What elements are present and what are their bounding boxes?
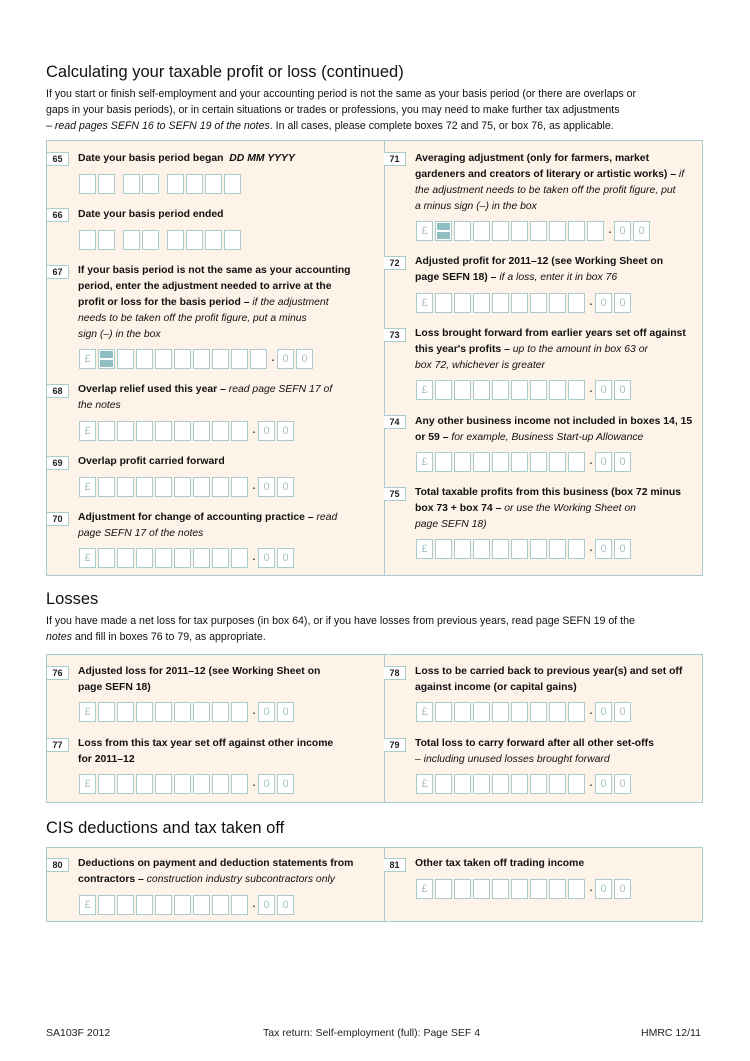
pound-sign: £ xyxy=(79,774,96,794)
column-divider xyxy=(384,141,385,575)
date-digit-cell xyxy=(123,230,140,250)
box-67-amount-input[interactable] xyxy=(79,348,315,370)
digit-cell xyxy=(98,774,115,794)
box-number-66: 66 xyxy=(47,208,69,222)
pound-sign: £ xyxy=(416,293,433,313)
digit-cell xyxy=(117,774,134,794)
digit-cell xyxy=(212,477,229,497)
pence-cell: 0 xyxy=(595,380,612,400)
box-65-label: Date your basis period began DD MM YYYY xyxy=(78,153,295,164)
digit-cell xyxy=(568,293,585,313)
digit-cell xyxy=(549,702,566,722)
digit-cell xyxy=(98,702,115,722)
digit-cell xyxy=(231,421,248,441)
digit-cell xyxy=(193,702,210,722)
digit-cell xyxy=(98,477,115,497)
digit-cell xyxy=(568,879,585,899)
pence-cell: 0 xyxy=(277,774,294,794)
box-74-label: Any other business income not included in boxes 14, 15 or 59 – for example, Business Start-up Allowance xyxy=(415,416,693,443)
digit-cell xyxy=(174,895,191,915)
box-number-79: 79 xyxy=(384,738,406,752)
box-76-label: Adjusted loss for 2011–12 (see Working Sheet on page SEFN 18) xyxy=(78,666,321,693)
digit-cell xyxy=(193,349,210,369)
decimal-point: · xyxy=(270,351,276,367)
losses-intro: If you have made a net loss for tax purposes (in box 64), or if you have losses from previous years, read page SEFN 19 of the notes and fill in boxes 76 to 79, as appropriate. xyxy=(46,615,635,643)
digit-cell xyxy=(136,702,153,722)
pound-sign: £ xyxy=(416,774,433,794)
pound-sign: £ xyxy=(416,702,433,722)
box-79-amount-input[interactable] xyxy=(416,773,633,795)
digit-cell xyxy=(473,539,490,559)
digit-cell xyxy=(568,539,585,559)
date-digit-cell xyxy=(142,174,159,194)
digit-cell xyxy=(117,548,134,568)
digit-cell xyxy=(473,380,490,400)
digit-cell xyxy=(435,293,452,313)
decimal-point: · xyxy=(251,776,257,792)
digit-cell xyxy=(155,349,172,369)
digit-cell xyxy=(117,349,134,369)
decimal-point: · xyxy=(588,704,594,720)
pound-sign: £ xyxy=(416,380,433,400)
digit-cell xyxy=(530,702,547,722)
digit-cell xyxy=(155,774,172,794)
digit-cell xyxy=(549,452,566,472)
digit-cell xyxy=(549,293,566,313)
digit-cell xyxy=(435,380,452,400)
panel-cis xyxy=(46,847,703,922)
pence-cell: 0 xyxy=(296,349,313,369)
footer-form-code: SA103F 2012 xyxy=(46,1027,111,1039)
pence-cell: 0 xyxy=(614,380,631,400)
box-79-label: Total loss to carry forward after all other set-offs – including unused losses brought forward xyxy=(415,738,654,765)
box-66-label: Date your basis period ended xyxy=(78,209,224,220)
section-title-cis: CIS deductions and tax taken off xyxy=(46,819,285,837)
box-75-amount-input[interactable] xyxy=(416,538,633,560)
date-digit-cell xyxy=(142,230,159,250)
digit-cell xyxy=(549,221,566,241)
pence-cell: 0 xyxy=(595,539,612,559)
digit-cell xyxy=(492,879,509,899)
pence-cell: 0 xyxy=(595,774,612,794)
digit-cell xyxy=(492,774,509,794)
decimal-point: · xyxy=(588,881,594,897)
minus-sign-cell xyxy=(98,349,115,369)
digit-cell xyxy=(511,293,528,313)
digit-cell xyxy=(231,702,248,722)
digit-cell xyxy=(250,349,267,369)
digit-cell xyxy=(212,421,229,441)
digit-cell xyxy=(435,539,452,559)
date-digit-cell xyxy=(224,174,241,194)
pound-sign: £ xyxy=(79,421,96,441)
box-73-amount-input[interactable] xyxy=(416,379,633,401)
digit-cell xyxy=(492,452,509,472)
pound-sign: £ xyxy=(79,895,96,915)
digit-cell xyxy=(435,452,452,472)
digit-cell xyxy=(155,548,172,568)
digit-cell xyxy=(530,380,547,400)
date-digit-cell xyxy=(79,230,96,250)
date-digit-cell xyxy=(205,230,222,250)
digit-cell xyxy=(174,421,191,441)
pound-sign: £ xyxy=(79,349,96,369)
box-number-77: 77 xyxy=(47,738,69,752)
footer-version: HMRC 12/11 xyxy=(641,1027,701,1039)
date-digit-cell xyxy=(98,230,115,250)
digit-cell xyxy=(117,702,134,722)
pence-cell: 0 xyxy=(258,548,275,568)
digit-cell xyxy=(117,477,134,497)
decimal-point: · xyxy=(588,776,594,792)
pence-cell: 0 xyxy=(614,293,631,313)
box-72-label: Adjusted profit for 2011–12 (see Working Sheet on page SEFN 18) – if a loss, enter it in box 76 xyxy=(415,256,664,283)
box-77-label: Loss from this tax year set off against other income for 2011–12 xyxy=(78,738,334,765)
box-number-78: 78 xyxy=(384,666,406,680)
box-70-amount-input[interactable] xyxy=(79,547,296,569)
pence-cell: 0 xyxy=(277,548,294,568)
digit-cell xyxy=(231,895,248,915)
digit-cell xyxy=(174,349,191,369)
digit-cell xyxy=(511,539,528,559)
decimal-point: · xyxy=(251,423,257,439)
digit-cell xyxy=(231,548,248,568)
decimal-point: · xyxy=(251,704,257,720)
digit-cell xyxy=(136,349,153,369)
pence-cell: 0 xyxy=(277,349,294,369)
box-number-81: 81 xyxy=(384,858,406,872)
pence-cell: 0 xyxy=(595,879,612,899)
digit-cell xyxy=(473,293,490,313)
digit-cell xyxy=(473,774,490,794)
box-number-74: 74 xyxy=(384,415,406,429)
pence-cell: 0 xyxy=(277,421,294,441)
box-81-label: Other tax taken off trading income xyxy=(415,858,585,869)
date-digit-cell xyxy=(186,174,203,194)
date-digit-cell xyxy=(186,230,203,250)
pence-cell: 0 xyxy=(614,539,631,559)
digit-cell xyxy=(473,452,490,472)
digit-cell xyxy=(530,774,547,794)
digit-cell xyxy=(568,380,585,400)
box-76-amount-input[interactable] xyxy=(79,701,296,723)
digit-cell xyxy=(530,452,547,472)
digit-cell xyxy=(435,702,452,722)
pound-sign: £ xyxy=(79,477,96,497)
box-67-label: If your basis period is not the same as your accounting period, enter the adjustment needed to arrive at the profit or loss for the basis period – if the adjustment needs to be taken off the profit figure, put a minus sign (–) in the box xyxy=(78,265,351,340)
pound-sign: £ xyxy=(416,879,433,899)
decimal-point: · xyxy=(251,897,257,913)
digit-cell xyxy=(549,879,566,899)
digit-cell xyxy=(174,702,191,722)
section-title-losses: Losses xyxy=(46,590,99,608)
box-74-amount-input[interactable] xyxy=(416,451,633,473)
box-68-label: Overlap relief used this year – read page SEFN 17 of the notes xyxy=(78,384,333,411)
digit-cell xyxy=(549,774,566,794)
box-number-67: 67 xyxy=(47,265,69,279)
digit-cell xyxy=(174,774,191,794)
box-number-80: 80 xyxy=(47,858,69,872)
pence-cell: 0 xyxy=(258,477,275,497)
digit-cell xyxy=(155,421,172,441)
digit-cell xyxy=(568,702,585,722)
digit-cell xyxy=(98,548,115,568)
pound-sign: £ xyxy=(79,548,96,568)
digit-cell xyxy=(549,380,566,400)
pence-cell: 0 xyxy=(258,421,275,441)
digit-cell xyxy=(136,421,153,441)
box-77-amount-input[interactable] xyxy=(79,773,296,795)
digit-cell xyxy=(511,774,528,794)
box-71-label: Averaging adjustment (only for farmers, market gardeners and creators of literary or artistic works) – if the adjustment needs to be taken off the profit figure, put a minus sign (–) in the box xyxy=(415,153,685,212)
pence-cell: 0 xyxy=(614,879,631,899)
digit-cell xyxy=(136,895,153,915)
box-78-label: Loss to be carried back to previous year(s) and set off against income (or capital gains) xyxy=(415,666,683,693)
pound-sign: £ xyxy=(416,452,433,472)
box-number-69: 69 xyxy=(47,456,69,470)
digit-cell xyxy=(568,221,585,241)
pence-cell: 0 xyxy=(595,293,612,313)
digit-cell xyxy=(136,774,153,794)
box-number-75: 75 xyxy=(384,487,406,501)
digit-cell xyxy=(231,349,248,369)
digit-cell xyxy=(492,293,509,313)
digit-cell xyxy=(549,539,566,559)
pence-cell: 0 xyxy=(258,702,275,722)
pence-cell: 0 xyxy=(277,477,294,497)
box-73-label: Loss brought forward from earlier years set off against this year's profits – up to the amount in box 63 or box 72, whichever is greater xyxy=(415,328,686,371)
pence-cell: 0 xyxy=(614,774,631,794)
box-66-date-input[interactable] xyxy=(79,229,243,251)
footer-page-title: Tax return: Self-employment (full): Page SEF 4 xyxy=(263,1027,481,1039)
digit-cell xyxy=(155,702,172,722)
digit-cell xyxy=(98,421,115,441)
digit-cell xyxy=(454,380,471,400)
box-78-amount-input[interactable] xyxy=(416,701,633,723)
digit-cell xyxy=(473,702,490,722)
box-number-65: 65 xyxy=(47,152,69,166)
digit-cell xyxy=(492,702,509,722)
date-digit-cell xyxy=(79,174,96,194)
decimal-point: · xyxy=(607,223,613,239)
box-number-68: 68 xyxy=(47,384,69,398)
pound-sign: £ xyxy=(416,221,433,241)
pence-cell: 0 xyxy=(258,895,275,915)
digit-cell xyxy=(587,221,604,241)
box-69-amount-input[interactable] xyxy=(79,476,296,498)
box-72-amount-input[interactable] xyxy=(416,292,633,314)
box-number-76: 76 xyxy=(47,666,69,680)
digit-cell xyxy=(174,548,191,568)
box-69-label: Overlap profit carried forward xyxy=(78,456,225,467)
pound-sign: £ xyxy=(79,702,96,722)
decimal-point: · xyxy=(588,295,594,311)
digit-cell xyxy=(511,380,528,400)
digit-cell xyxy=(568,774,585,794)
digit-cell xyxy=(492,380,509,400)
digit-cell xyxy=(136,477,153,497)
digit-cell xyxy=(435,774,452,794)
digit-cell xyxy=(530,879,547,899)
digit-cell xyxy=(511,221,528,241)
digit-cell xyxy=(454,774,471,794)
box-65-date-input[interactable] xyxy=(79,173,243,195)
digit-cell xyxy=(231,774,248,794)
digit-cell xyxy=(530,293,547,313)
digit-cell xyxy=(193,548,210,568)
digit-cell xyxy=(193,477,210,497)
decimal-point: · xyxy=(588,454,594,470)
digit-cell xyxy=(454,452,471,472)
date-digit-cell xyxy=(98,174,115,194)
digit-cell xyxy=(454,879,471,899)
decimal-point: · xyxy=(588,541,594,557)
panel-taxable-profit xyxy=(46,140,703,576)
box-71-amount-input[interactable] xyxy=(416,220,652,242)
date-digit-cell xyxy=(167,174,184,194)
pence-cell: 0 xyxy=(633,221,650,241)
digit-cell xyxy=(212,349,229,369)
date-digit-cell xyxy=(224,230,241,250)
pence-cell: 0 xyxy=(277,702,294,722)
digit-cell xyxy=(98,895,115,915)
section-title-taxable-profit: Calculating your taxable profit or loss (continued) xyxy=(46,63,404,81)
digit-cell xyxy=(473,221,490,241)
digit-cell xyxy=(473,879,490,899)
pence-cell: 0 xyxy=(595,702,612,722)
pound-sign: £ xyxy=(416,539,433,559)
digit-cell xyxy=(193,421,210,441)
digit-cell xyxy=(193,774,210,794)
digit-cell xyxy=(136,548,153,568)
box-68-amount-input[interactable] xyxy=(79,420,296,442)
pence-cell: 0 xyxy=(614,452,631,472)
digit-cell xyxy=(435,879,452,899)
box-75-label: Total taxable profits from this business (box 72 minus box 73 + box 74 – or use the Working Sheet on page SEFN 18) xyxy=(415,487,681,530)
box-number-73: 73 xyxy=(384,328,406,342)
box-80-amount-input[interactable] xyxy=(79,894,296,916)
digit-cell xyxy=(511,702,528,722)
pence-cell: 0 xyxy=(595,452,612,472)
decimal-point: · xyxy=(251,550,257,566)
box-81-amount-input[interactable] xyxy=(416,878,633,900)
decimal-point: · xyxy=(251,479,257,495)
box-number-72: 72 xyxy=(384,256,406,270)
digit-cell xyxy=(492,221,509,241)
digit-cell xyxy=(511,452,528,472)
box-80-label: Deductions on payment and deduction statements from contractors – construction industry subcontractors only xyxy=(78,858,354,885)
box-70-label: Adjustment for change of accounting practice – read page SEFN 17 of the notes xyxy=(78,512,338,539)
panel-losses xyxy=(46,654,703,803)
decimal-point: · xyxy=(588,382,594,398)
digit-cell xyxy=(568,452,585,472)
pence-cell: 0 xyxy=(277,895,294,915)
pence-cell: 0 xyxy=(614,221,631,241)
digit-cell xyxy=(530,221,547,241)
digit-cell xyxy=(212,702,229,722)
box-number-71: 71 xyxy=(384,152,406,166)
date-digit-cell xyxy=(205,174,222,194)
digit-cell xyxy=(454,221,471,241)
digit-cell xyxy=(117,895,134,915)
digit-cell xyxy=(530,539,547,559)
digit-cell xyxy=(212,548,229,568)
box-number-70: 70 xyxy=(47,512,69,526)
digit-cell xyxy=(117,421,134,441)
digit-cell xyxy=(511,879,528,899)
section-intro: If you start or finish self-employment and your accounting period is not the same as your basis period (or there are overlaps or gaps in your basis periods), or in certain situations or trades or professions, you may need to make further tax adjustments – read pages SEFN 16 to SEFN 19 of the notes. In all cases, please complete boxes 72 and 75, or box 76, as applicable. xyxy=(46,88,637,132)
digit-cell xyxy=(212,895,229,915)
date-digit-cell xyxy=(167,230,184,250)
digit-cell xyxy=(454,293,471,313)
pence-cell: 0 xyxy=(258,774,275,794)
pence-cell: 0 xyxy=(614,702,631,722)
digit-cell xyxy=(454,702,471,722)
digit-cell xyxy=(454,539,471,559)
digit-cell xyxy=(155,477,172,497)
digit-cell xyxy=(212,774,229,794)
digit-cell xyxy=(155,895,172,915)
digit-cell xyxy=(231,477,248,497)
date-digit-cell xyxy=(123,174,140,194)
digit-cell xyxy=(193,895,210,915)
minus-sign-cell xyxy=(435,221,452,241)
digit-cell xyxy=(492,539,509,559)
digit-cell xyxy=(174,477,191,497)
